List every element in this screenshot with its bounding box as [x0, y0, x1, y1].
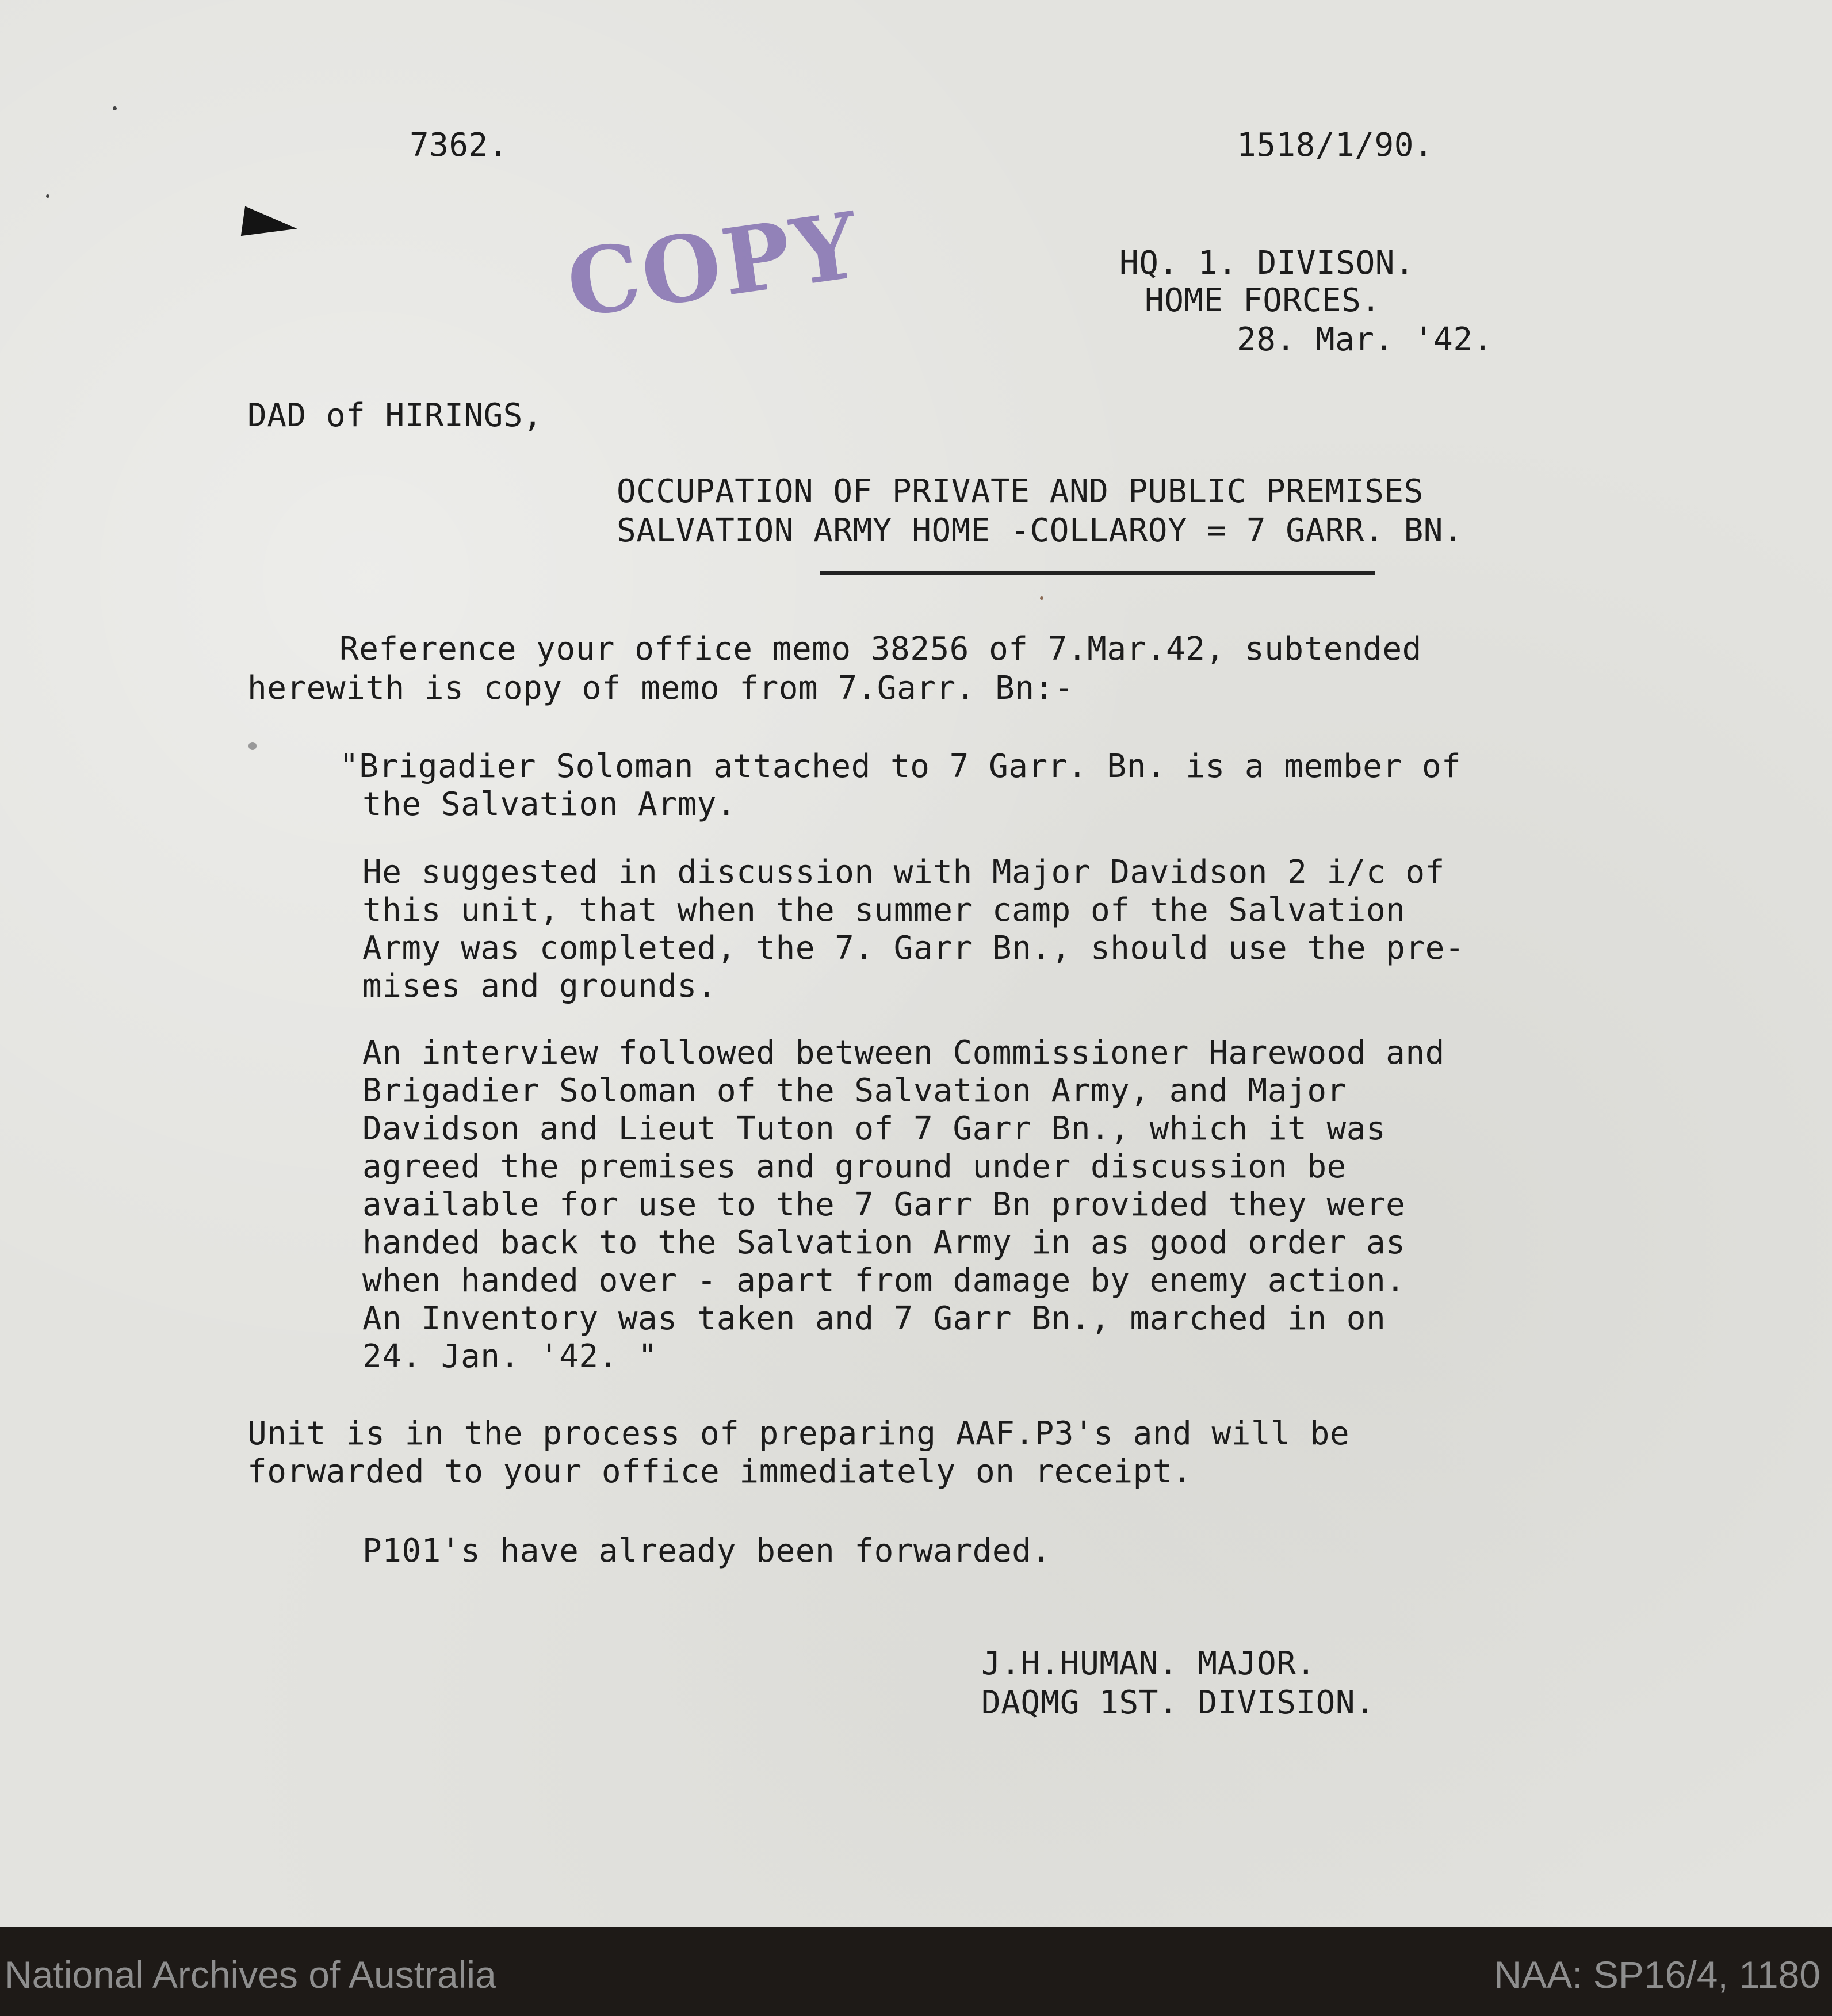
speck-mark [46, 194, 49, 198]
quote-p3-line-1: An interview followed between Commissioner Harewood and [362, 1034, 1445, 1072]
sender-line-2: HOME FORCES. [1145, 282, 1381, 319]
subject-underline [820, 571, 1375, 575]
quote-p3-line-7: when handed over - apart from damage by enemy action. [362, 1262, 1406, 1299]
file-reference: 1518/1/90. [1237, 127, 1434, 164]
speck-mark [1040, 596, 1043, 600]
quote-p1-line-1: "Brigadier Soloman attached to 7 Garr. Bn. is a member of [339, 748, 1462, 785]
quote-p3-line-6: handed back to the Salvation Army in as good order as [362, 1224, 1406, 1261]
copy-stamp: COPY [561, 192, 867, 339]
quote-p1-line-2: the Salvation Army. [362, 786, 737, 823]
quote-p3-line-8: An Inventory was taken and 7 Garr Bn., marched in on [362, 1300, 1386, 1337]
forwarded-note: P101's have already been forwarded. [362, 1532, 1051, 1570]
archive-watermark: National Archives of Australia [5, 1953, 496, 1996]
quote-p2-line-1: He suggested in discussion with Major Davidson 2 i/c of [362, 854, 1445, 891]
unit-note-line-2: forwarded to your office immediately on receipt. [247, 1453, 1192, 1490]
quote-p3-line-9: 24. Jan. '42. " [362, 1338, 658, 1375]
intro-line-2: herewith is copy of memo from 7.Garr. Bn:- [247, 670, 1074, 707]
quote-p2-line-3: Army was completed, the 7. Garr Bn., should use the pre- [362, 929, 1465, 967]
subject-line-2: SALVATION ARMY HOME -COLLAROY = 7 GARR. BN. [617, 512, 1463, 549]
sender-date: 28. Mar. '42. [1237, 321, 1493, 358]
quote-p2-line-4: mises and grounds. [362, 967, 717, 1005]
quote-p3-line-2: Brigadier Soloman of the Salvation Army, and Major [362, 1072, 1347, 1110]
doc-number: 7362. [410, 127, 508, 164]
quote-p2-line-2: this unit, that when the summer camp of the Salvation [362, 892, 1406, 929]
item-reference: NAA: SP16/4, 1180 [1494, 1953, 1820, 1996]
punch-mark-icon [241, 206, 299, 244]
speck-mark [248, 742, 257, 750]
quote-p3-line-3: Davidson and Lieut Tuton of 7 Garr Bn., which it was [362, 1110, 1386, 1147]
speck-mark [113, 106, 117, 110]
addressee: DAD of HIRINGS, [247, 397, 543, 434]
quote-p3-line-5: available for use to the 7 Garr Bn provided they were [362, 1186, 1406, 1223]
sender-line-1: HQ. 1. DIVISON. [1119, 244, 1415, 282]
intro-line-1: Reference your office memo 38256 of 7.Mar.42, subtended [339, 630, 1422, 668]
signature-title: DAQMG 1ST. DIVISION. [981, 1684, 1375, 1722]
signature-name: J.H.HUMAN. MAJOR. [981, 1645, 1316, 1682]
quote-p3-line-4: agreed the premises and ground under discussion be [362, 1148, 1347, 1185]
unit-note-line-1: Unit is in the process of preparing AAF.P3's and will be [247, 1415, 1350, 1452]
subject-line-1: OCCUPATION OF PRIVATE AND PUBLIC PREMISES [617, 473, 1424, 510]
